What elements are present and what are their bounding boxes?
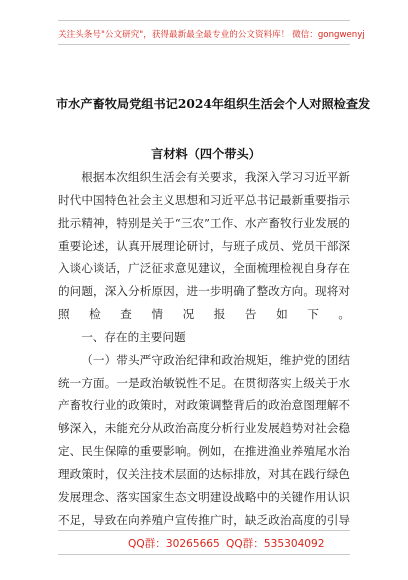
document-body (58, 166, 350, 532)
section-paragraph: （一）带头严守政治纪律和政治规矩，维护党的团结统一方面。一是政治敏锐性不足。在贯彻落实上级关于水产畜牧行业的政策时，对政策调整背后的政治意图理解不够深入，未能充分从政治高度分析行业发展趋势对社会稳定、民生保障的重要影响。例如，在推进渔业养殖尾水治理政策时，仅关注技术层面的达标排放，对其在践行绿色发展理念、落实国家生态文明建设战略中的关键作用认识不足，导致在向养殖户宣传推广时，缺乏政治高度的引导 (58, 352, 350, 527)
header-bottom-rule (58, 44, 350, 45)
footer-qq-group-1: QQ群：30265665 (128, 538, 220, 550)
footer-qq-group-2: QQ群：535304092 (226, 538, 325, 550)
document-title-line1: 市水产畜牧局党组书记2024年组织生活会个人对照检查发 (56, 97, 371, 111)
document-title-line2: 言材料（四个带头） (151, 147, 261, 161)
section-heading: 一、存在的主要问题 (81, 329, 186, 344)
header-promo-text: 关注头条号"公文研究"，获得最新最全最专业的公文资料库！ 微信：gongwenyj (58, 30, 365, 40)
intro-paragraph: 根据本次组织生活会有关要求，我深入学习习近平新时代中国特色社会主义思想和习近平总书记最新重要指示批示精神，特别是关于“三农”工作、水产畜牧行业发展的重要论述，认真开展理论研讨，与班子成员、党员干部深入谈心谈话，广泛征求意见建议，全面梳理检视自身存在的问题，深入分析原因，进一步明确了整改方向。现将对照检查情况报告如下。 (58, 170, 350, 322)
header-top-rule (58, 20, 350, 21)
footer-bottom-rule (58, 554, 350, 555)
footer-top-rule (58, 530, 350, 531)
